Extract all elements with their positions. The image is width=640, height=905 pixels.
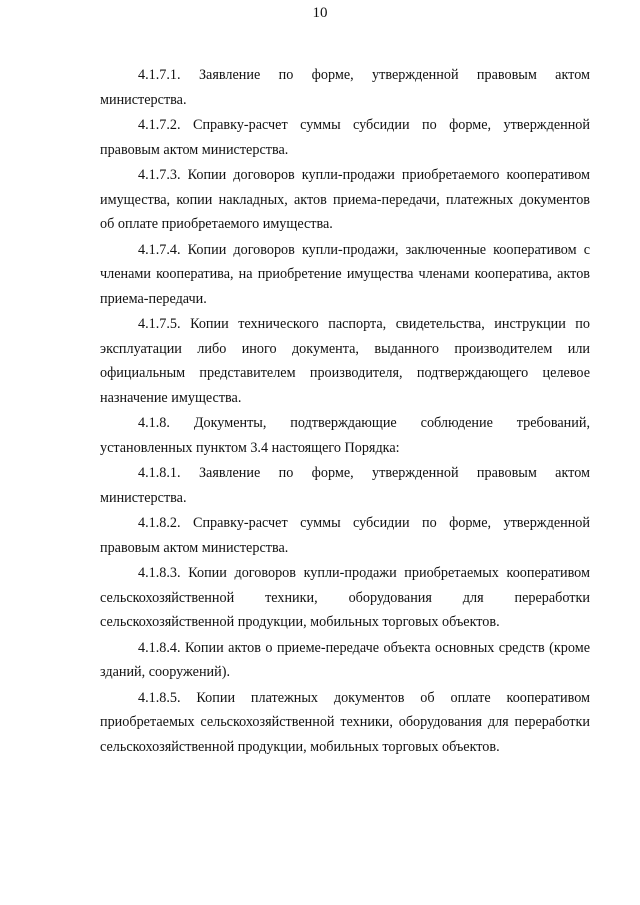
page-number: 10: [312, 5, 328, 21]
document-body: [100, 63, 590, 760]
paragraph-4-1-7-2: 4.1.7.2. Справку-расчет суммы субсидии по форме, утвержденной правовым актом министерства.: [100, 117, 590, 158]
paragraph-4-1-8-3: 4.1.8.3. Копии договоров купли-продажи приобретаемых кооперативом сельскохозяйственной техники, оборудования для переработки сельскохозяйственной продукции, мобильных торговых объектов.: [100, 565, 590, 630]
paragraph-4-1-8-4: 4.1.8.4. Копии актов о приеме-передаче объекта основных средств (кроме зданий, сооружений).: [100, 639, 590, 680]
paragraph-4-1-8: 4.1.8. Документы, подтверждающие соблюдение требований, установленных пунктом 3.4 настоящего Порядка:: [100, 415, 590, 456]
paragraph-4-1-8-1: 4.1.8.1. Заявление по форме, утвержденной правовым актом министерства.: [100, 465, 590, 506]
paragraph-4-1-8-2: 4.1.8.2. Справку-расчет суммы субсидии по форме, утвержденной правовым актом министерства.: [100, 515, 590, 556]
paragraph-4-1-8-5: 4.1.8.5. Копии платежных документов об оплате кооперативом приобретаемых сельскохозяйственной техники, оборудования для переработки сельскохозяйственной продукции, мобильных торговых объектов.: [100, 689, 590, 755]
paragraph-4-1-7-4: 4.1.7.4. Копии договоров купли-продажи, заключенные кооперативом с членами кооператива, на приобретение имущества членами кооператива, актов приема-передачи.: [100, 241, 590, 307]
paragraph-4-1-7-1: 4.1.7.1. Заявление по форме, утвержденной правовым актом министерства.: [100, 67, 590, 108]
paragraph-4-1-7-5: 4.1.7.5. Копии технического паспорта, свидетельства, инструкции по эксплуатации либо иного документа, выданного производителем или официальным представителем производителя, подтверждающего целевое назначение имущества.: [100, 316, 590, 406]
paragraph-4-1-7-3: 4.1.7.3. Копии договоров купли-продажи приобретаемого кооперативом имущества, копии накладных, актов приема-передачи, платежных документов об оплате приобретаемого имущества.: [100, 167, 590, 232]
